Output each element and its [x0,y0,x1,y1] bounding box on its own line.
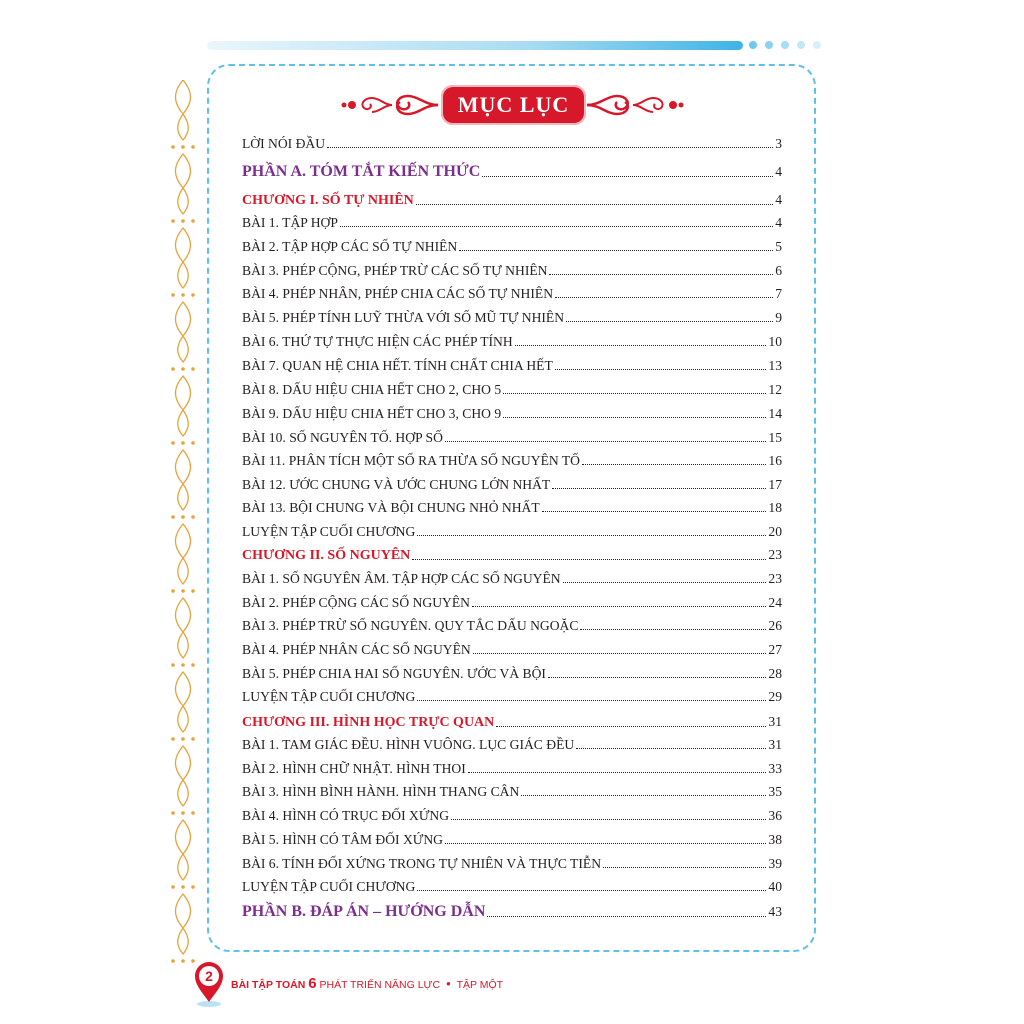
toc-page-number: 24 [768,595,782,610]
toc-entry[interactable] [242,761,782,777]
toc-entry[interactable] [242,453,782,469]
toc-label: BÀI 10. SỐ NGUYÊN TỐ. HỢP SỐ [242,430,443,445]
right-flourish-icon [585,82,685,128]
ornament-dot [181,737,185,741]
toc-leader-dots [445,842,766,844]
toc-leader-dots [542,510,767,512]
ornament-dot [191,737,195,741]
toc-leader-dots [473,652,767,654]
toc-entry[interactable] [242,808,782,824]
toc-page-number: 29 [768,689,782,704]
toc-part[interactable] [242,903,782,921]
toc-page-number: 23 [768,571,782,586]
footer-bullet: ● [446,979,451,988]
toc-page-number: 28 [768,666,782,681]
toc-label: LUYỆN TẬP CUỐI CHƯƠNG [242,689,416,704]
toc-page-number: 20 [768,524,782,539]
toc-leader-dots [445,440,767,442]
ornament-dot [191,811,195,815]
ornament-dot [171,663,175,667]
toc-leader-dots [417,699,766,701]
toc-leader-dots [327,146,773,148]
toc-leader-dots [555,296,773,298]
ornament-motif [176,672,191,732]
ornament-dot [181,293,185,297]
toc-label: LUYỆN TẬP CUỐI CHƯƠNG [242,879,416,894]
toc-label: BÀI 9. DẤU HIỆU CHIA HẾT CHO 3, CHO 9 [242,406,502,421]
ornament-motif [176,154,191,214]
toc-page-number: 26 [768,618,782,633]
ornament-motif [176,302,191,362]
ornament-dot [171,219,175,223]
ornament-motif [176,450,191,510]
title-banner [340,82,685,128]
toc-entry[interactable] [242,286,782,302]
toc-label: BÀI 4. HÌNH CÓ TRỤC ĐỐI XỨNG [242,808,450,823]
toc-leader-dots [412,558,766,560]
ornament-dot [181,663,185,667]
ornament-motif [176,228,191,288]
ornament-dot [171,441,175,445]
toc-leader-dots [515,344,767,346]
toc-entry[interactable] [242,382,782,398]
toc-entry[interactable] [242,856,782,872]
toc-entry[interactable] [242,477,782,493]
toc-leader-dots [563,581,767,583]
toc-part[interactable] [242,163,782,181]
toc-label: BÀI 5. HÌNH CÓ TÂM ĐỐI XỨNG [242,832,443,847]
toc-label: BÀI 11. PHÂN TÍCH MỘT SỐ RA THỪA SỐ NGUYÊN TỐ [242,453,580,468]
toc-page-number: 36 [768,808,782,823]
toc-chapter[interactable] [242,547,782,564]
toc-leader-dots [566,320,773,322]
ornament-dot [191,515,195,519]
ornament-motif [176,524,191,584]
ornament-motif [176,820,191,880]
toc-entry[interactable] [242,136,782,152]
ornament-dot [171,811,175,815]
toc-entry[interactable] [242,430,782,446]
ornament-dot [181,885,185,889]
page-number-pin-icon [192,960,226,1008]
toc-entry[interactable] [242,215,782,231]
toc-label: LỜI NÓI ĐẦU [242,136,326,151]
toc-page-number: 6 [775,263,782,278]
ornament-dot [171,737,175,741]
toc-label: BÀI 8. DẤU HIỆU CHIA HẾT CHO 2, CHO 5 [242,382,502,397]
ornament-dot [191,885,195,889]
ornament-dot [191,367,195,371]
toc-label: BÀI 12. ƯỚC CHUNG VÀ ƯỚC CHUNG LỚN NHẤT [242,477,551,492]
toc-label: BÀI 3. PHÉP TRỪ SỐ NGUYÊN. QUY TẮC DẤU NGOẶC [242,618,579,633]
toc-leader-dots [468,771,767,773]
toc-page-number: 17 [768,477,782,492]
toc-entry[interactable] [242,334,782,350]
toc-page-number: 7 [775,286,782,301]
toc-chapter[interactable] [242,192,782,209]
ornament-dot [191,293,195,297]
toc-leader-dots [451,818,766,820]
ornament-motif [176,376,191,436]
ornament-dot [171,293,175,297]
toc-label: CHƯƠNG III. HÌNH HỌC TRỰC QUAN [242,715,495,730]
toc-label: BÀI 2. HÌNH CHỮ NHẬT. HÌNH THOI [242,761,466,776]
toc-leader-dots [580,628,766,630]
toc-leader-dots [549,273,773,275]
toc-page-number: 4 [775,164,782,179]
ornament-dot [191,663,195,667]
toc-page-number: 10 [768,334,782,349]
toc-entry[interactable] [242,263,782,279]
toc-label: BÀI 6. TÍNH ĐỐI XỨNG TRONG TỰ NHIÊN VÀ THỰC TIỄN [242,856,602,871]
toc-entry[interactable] [242,524,782,540]
book-volume: TẬP MỘT [456,979,504,991]
toc-page-number: 4 [775,215,782,230]
toc-page-number: 3 [775,136,782,151]
ornament-dot [171,589,175,593]
toc-label: BÀI 7. QUAN HỆ CHIA HẾT. TÍNH CHẤT CHIA HẾT [242,358,553,373]
toc-label: PHẦN A. TÓM TẮT KIẾN THỨC [242,163,481,180]
toc-page-number: 31 [768,714,782,729]
ornament-dot [171,367,175,371]
ornament-motif [176,894,191,954]
toc-page-number: 18 [768,500,782,515]
book-subtitle: PHÁT TRIỂN NĂNG LỰC [319,979,441,991]
toc-entry[interactable] [242,737,782,753]
toc-title-pill [441,85,586,125]
toc-leader-dots [417,534,766,536]
toc-page-number: 27 [768,642,782,657]
toc-leader-dots [472,605,766,607]
toc-label: BÀI 13. BỘI CHUNG VÀ BỘI CHUNG NHỎ NHẤT [242,500,540,515]
toc-label: LUYỆN TẬP CUỐI CHƯƠNG [242,524,416,539]
toc-label: BÀI 1. TẬP HỢP [242,215,338,230]
toc-entry[interactable] [242,571,782,587]
toc-leader-dots [459,249,773,251]
toc-label: BÀI 6. THỨ TỰ THỰC HIỆN CÁC PHÉP TÍNH [242,334,513,349]
toc-page-number: 33 [768,761,782,776]
toc-label: BÀI 4. PHÉP NHÂN, PHÉP CHIA CÁC SỐ TỰ NHIÊN [242,286,554,301]
toc-page-number: 12 [768,382,782,397]
ornament-dot [181,145,185,149]
toc-entry[interactable] [242,618,782,634]
toc-leader-dots [582,463,766,465]
toc-entry[interactable] [242,784,782,800]
ornament-dot [181,811,185,815]
toc-entry[interactable] [242,666,782,682]
toc-page-number: 5 [775,239,782,254]
page-number: 2 [205,968,213,984]
toc-leader-dots [576,747,766,749]
toc-page-number: 15 [768,430,782,445]
toc-leader-dots [555,368,767,370]
toc-leader-dots [496,725,766,727]
toc-page-number: 43 [768,904,782,919]
toc-label: PHẦN B. ĐÁP ÁN – HƯỚNG DẪN [242,903,486,920]
toc-entry[interactable] [242,689,782,705]
ornament-dot [171,515,175,519]
toc-label: BÀI 4. PHÉP NHÂN CÁC SỐ NGUYÊN [242,642,471,657]
ornament-dot [181,441,185,445]
book-title-main: BÀI TẬP TOÁN [231,979,306,991]
ornament-motif [176,598,191,658]
toc-leader-dots [482,175,773,177]
toc-entry[interactable] [242,595,782,611]
top-decorative-dots [749,41,821,49]
top-decorative-bar [207,41,743,50]
ornament-motif [176,746,191,806]
left-ornament [168,80,198,980]
toc-leader-dots [603,866,766,868]
toc-label: BÀI 3. PHÉP CỘNG, PHÉP TRỪ CÁC SỐ TỰ NHIÊN [242,263,548,278]
toc-leader-dots [340,225,773,227]
toc-page-number: 16 [768,453,782,468]
toc-leader-dots [417,889,766,891]
ornament-dot [191,145,195,149]
book-title [231,975,503,992]
left-flourish-icon [340,82,440,128]
ornament-dot [181,959,185,963]
ornament-dot [171,959,175,963]
page-footer [192,960,592,1008]
ornament-dot [181,219,185,223]
toc-entry[interactable] [242,239,782,255]
ornament-dot [191,219,195,223]
toc-page-number: 35 [768,784,782,799]
ornament-dot [191,589,195,593]
ornament-dot [181,515,185,519]
toc-label: BÀI 5. PHÉP CHIA HAI SỐ NGUYÊN. ƯỚC VÀ BỘI [242,666,546,681]
toc-leader-dots [416,203,773,205]
toc-entry[interactable] [242,500,782,516]
toc-label: CHƯƠNG II. SỐ NGUYÊN [242,548,411,563]
toc-leader-dots [503,392,766,394]
toc-page-number: 14 [768,406,782,421]
toc-label: BÀI 2. TẬP HỢP CÁC SỐ TỰ NHIÊN [242,239,458,254]
toc-label: BÀI 2. PHÉP CỘNG CÁC SỐ NGUYÊN [242,595,470,610]
ornament-dot [171,885,175,889]
toc-entry[interactable] [242,832,782,848]
toc-page-number: 38 [768,832,782,847]
toc-label: CHƯƠNG I. SỐ TỰ NHIÊN [242,193,414,208]
ornament-dot [181,367,185,371]
toc-chapter[interactable] [242,714,782,731]
toc-page-number: 4 [775,192,782,207]
ornament-dot [181,589,185,593]
toc-page-number: 9 [775,310,782,325]
ornament-motif [176,80,191,140]
toc-page-number: 39 [768,856,782,871]
toc-leader-dots [552,487,766,489]
toc-leader-dots [503,416,766,418]
book-grade: 6 [308,975,317,992]
toc-label: BÀI 1. TAM GIÁC ĐỀU. HÌNH VUÔNG. LỤC GIÁC ĐỀU [242,737,575,752]
toc-entry[interactable] [242,406,782,422]
toc-leader-dots [487,915,766,917]
ornament-dot [171,145,175,149]
toc-leader-dots [548,676,766,678]
page-title: MỤC LỤC [457,92,570,117]
toc-leader-dots [521,794,766,796]
toc-label: BÀI 1. SỐ NGUYÊN ÂM. TẬP HỢP CÁC SỐ NGUYÊN [242,571,561,586]
toc-label: BÀI 5. PHÉP TÍNH LUỸ THỪA VỚI SỐ MŨ TỰ NHIÊN [242,310,565,325]
toc-entry[interactable] [242,358,782,374]
toc-label: BÀI 3. HÌNH BÌNH HÀNH. HÌNH THANG CÂN [242,784,520,799]
toc-entry[interactable] [242,310,782,326]
toc-page-number: 13 [768,358,782,373]
ornament-dot [191,441,195,445]
toc-entry[interactable] [242,879,782,895]
toc-entry[interactable] [242,642,782,658]
toc-page-number: 23 [768,547,782,562]
toc-page-number: 31 [768,737,782,752]
toc-page-number: 40 [768,879,782,894]
